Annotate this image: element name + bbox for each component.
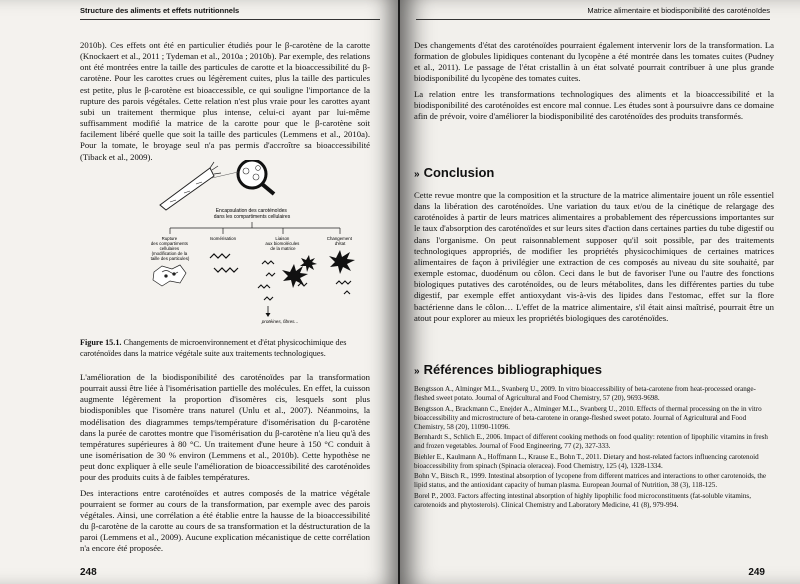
bottom-label: protéines, fibres... — [261, 319, 299, 324]
section-heading-references — [414, 362, 602, 377]
body-text-top — [414, 40, 774, 126]
caption-label: Figure 15.1. — [80, 338, 122, 347]
reference-item: Biehler E., Kaulmann A., Hoffmann L., Krause E., Bohn T., 2011. Dietary and host-related factors influencing carotenoid bioaccessibility from spinach (Spinacia oleracea). Food Chemistry, 125 (4), 1328-1334. — [414, 452, 759, 470]
section-heading-conclusion — [414, 165, 494, 180]
double-chevron-icon: » — [414, 366, 420, 377]
header-rule — [416, 19, 770, 20]
isomerisation-molecule-icon — [210, 254, 238, 272]
caption-text: Changements de microenvironnement et d'état physicochimique des caroténoïdes dans la matrice végétale suite aux traitements technologiques. — [80, 338, 347, 358]
branch-label-liaison: Liaison aux biomolécules de la matrice — [265, 236, 300, 251]
reference-item: Bengtsson A., Alminger M.L., Svanberg U., 2009. In vitro bioaccessibility of beta-carotene from heat-processed orange-fleshed sweet potato. Journal of Agricultural and Food Chemistry, 57 (20), 9693-9698. — [414, 385, 756, 402]
magnifier-icon — [212, 160, 274, 194]
page-number-left: 248 — [80, 567, 97, 578]
carrot-illustration — [160, 162, 221, 210]
heading-text: Références bibliographiques — [423, 362, 602, 377]
body-text-bottom — [80, 372, 370, 559]
reference-item: Bernhardt S., Schlich E., 2006. Impact of different cooking methods on food quality: retention of lipophilic vitamins in fresh and frozen vegetables. Journal of Food Engineering, 77 (2), 327-333. — [414, 433, 768, 450]
paragraph: 2010b). Ces effets ont été en particulier étudiés pour le β-carotène de la carotte (Knockaert et al., 2011 ; Tydeman et al., 2010a ; 2010b). Par exemple, des relations ont été montrées entre la taille des particules de carotte et la bioaccessibilité du β-carotène. Pour les carottes crues ou légèrement cuites, plus la taille des particules est petite, plus le β-carotène est bioaccessible, ce qui souligne l'importance de la rupture des parois végétales. Cette relation n'est plus vraie pour les carottes ayant subi un traitement thermique plus intense, celui-ci ayant par lui-même suffisamment modifié la matrice de la carotte pour que le β-carotène soit facilement libéré quelle que soit la taille des particules (Lemmens et al., 2010a). Pour la tomate, le broyage seul n'a pas permis d'accroître sa bioaccessibilité (Tiback et al., 2009). — [80, 40, 370, 162]
branch-label-changement: Changement d'état — [326, 236, 352, 246]
header-rule — [80, 19, 380, 20]
double-chevron-icon: » — [414, 169, 420, 180]
page-number-right: 249 — [748, 567, 765, 578]
conclusion-text — [414, 190, 774, 328]
paragraph: Des interactions entre caroténoïdes et autres composés de la matrice végétale pourraient se former au cours de la transformation, par exemple avec des parois végétales. Ainsi, une corrélation a été établie entre la hausse de la bioaccessibilité du β-carotène de la carotte au cours de sa transformation et la déstructuration de la paroi (Lemmens et al., 2009). Aucune explication mécanistique de cette corrélation n'a encore été proposée. — [80, 487, 370, 554]
reference-list — [414, 385, 774, 511]
right-page — [400, 0, 800, 584]
paragraph: Cette revue montre que la composition et la structure de la matrice alimentaire jouent un rôle essentiel dans la libération des caroténoïdes. Une variation du taux et/ou de la cinétique de relargage des caroténoïdes à partir de leurs matrices alimentaires a probablement des répercussions importantes sur le taux d'absorption des caroténoïdes et sur leurs sites d'action dans certaines parties du tube digestif ou dans l'organisme. On peut raisonnablement supposer qu'il soit possible, par des traitements technologiques appropriés, de modifier les propriétés physicochimiques de certaines matrices alimentaires de façon à privilégier une extraction de ces composés au niveau du site souhaité, par exemple estomac, duodénum ou côlon. Ceci dans le but de favoriser l'une ou l'autre des fonctions biologiques putatives des caroténoïdes, ou de leurs métabolites, dans les différentes parties du tube digestif, par exemple effet antioxydant vis-à-vis des lipides dans l'estomac, effet sur la flore bactérienne dans le côlon… L'effet de la matrice alimentaire, s'il était ainsi maîtrisé, pourrait être un atout pour explorer au mieux les propriétés biologiques des caroténoïdes. — [414, 190, 774, 323]
running-head-right: Matrice alimentaire et biodisponibilité des caroténoïdes — [587, 6, 770, 15]
diagram-connectors — [170, 222, 340, 234]
figure-caption — [80, 338, 370, 359]
state-change-icon — [329, 250, 355, 294]
reference-item: Bengtsson A., Brackmann C., Enejder A., Alminger M.L., Svanberg U., 2010. Effects of thermal processing on the in vitro bioaccessibility and microstructure of beta-carotene in orange-fleshed sweet potato. Journal of Agricultural and Food Chemistry, 58 (20), 11090-11096. — [414, 404, 762, 431]
branch-label-isomerisation: Isomérisation — [209, 236, 237, 241]
paragraph: La relation entre les transformations technologiques des aliments et la bioaccessibilité et la biodisponibilité des caroténoïdes est encore mal connue. Les études sont à poursuivre dans ce domaine afin de prévoir, voire d'améliorer la biodisponibilité des caroténoïdes des produits transformés. — [414, 88, 774, 121]
paragraph: Des changements d'état des caroténoïdes pourraient également intervenir lors de la transformation. La formation de globules lipidiques contenant du lycopène a été montrée dans les tomates cuites (Pudney et al., 2011). Le passage de l'état cristallin à un état solvaté pourrait contribuer à une plus grande biodisponibilité du lycopène des tomates cuites. — [414, 40, 774, 84]
figure-header: Encapsulation des caroténoïdes dans les compartiments cellulaires — [213, 208, 291, 220]
cell-rupture-icon — [153, 265, 186, 286]
running-head-left: Structure des aliments et effets nutritionnels — [80, 6, 240, 15]
branch-label-rupture: Rupture des compartiments cellulaires (modification de la taille des particules) — [150, 236, 190, 261]
figure-diagram — [140, 160, 370, 335]
paragraph: L'amélioration de la biodisponibilité des caroténoïdes par la transformation pourrait aussi être liée à l'isomérisation partielle des molécules. En effet, la cuisson augmente légèrement la proportion d'isomères cis, lesquels sont plus biodisponibles que l'isomère trans naturel (Unlu et al., 2007). Néanmoins, la modélisation des diagrammes temps/température d'isomérisation du β-carotène dans la purée de carottes montre que l'isomérisation du β-carotène n'a lieu qu'à des températures supérieures à 80 °C. Un traitement d'une heure à 150 °C conduit à une isomérisation de 30 % environ (Lemmens et al., 2010b). Cette hypothèse ne peut donc expliquer à elle seule l'amélioration de bioaccessibilité des caroténoïdes pour des produits cuits à de faibles températures. — [80, 372, 370, 483]
body-text-top — [80, 40, 370, 167]
heading-text: Conclusion — [423, 165, 495, 180]
reference-item: Borel P., 2003. Factors affecting intestinal absorption of highly lipophilic food microconstituents (fat-soluble vitamins, carotenoids and phytosterols). Clinical Chemistry and Laboratory Medicine, 41 (8), 979-994. — [414, 491, 751, 509]
burst-icon — [282, 255, 317, 288]
left-page — [0, 0, 398, 584]
reference-item: Bohn V., Bitsch R., 1999. Intestinal absorption of lycopene from different matrices and interactions to other carotenoids, the lipid status, and the antioxidant capacity of human plasma. European Journal of Nutrition, 38 (3), 118-125. — [414, 472, 767, 489]
